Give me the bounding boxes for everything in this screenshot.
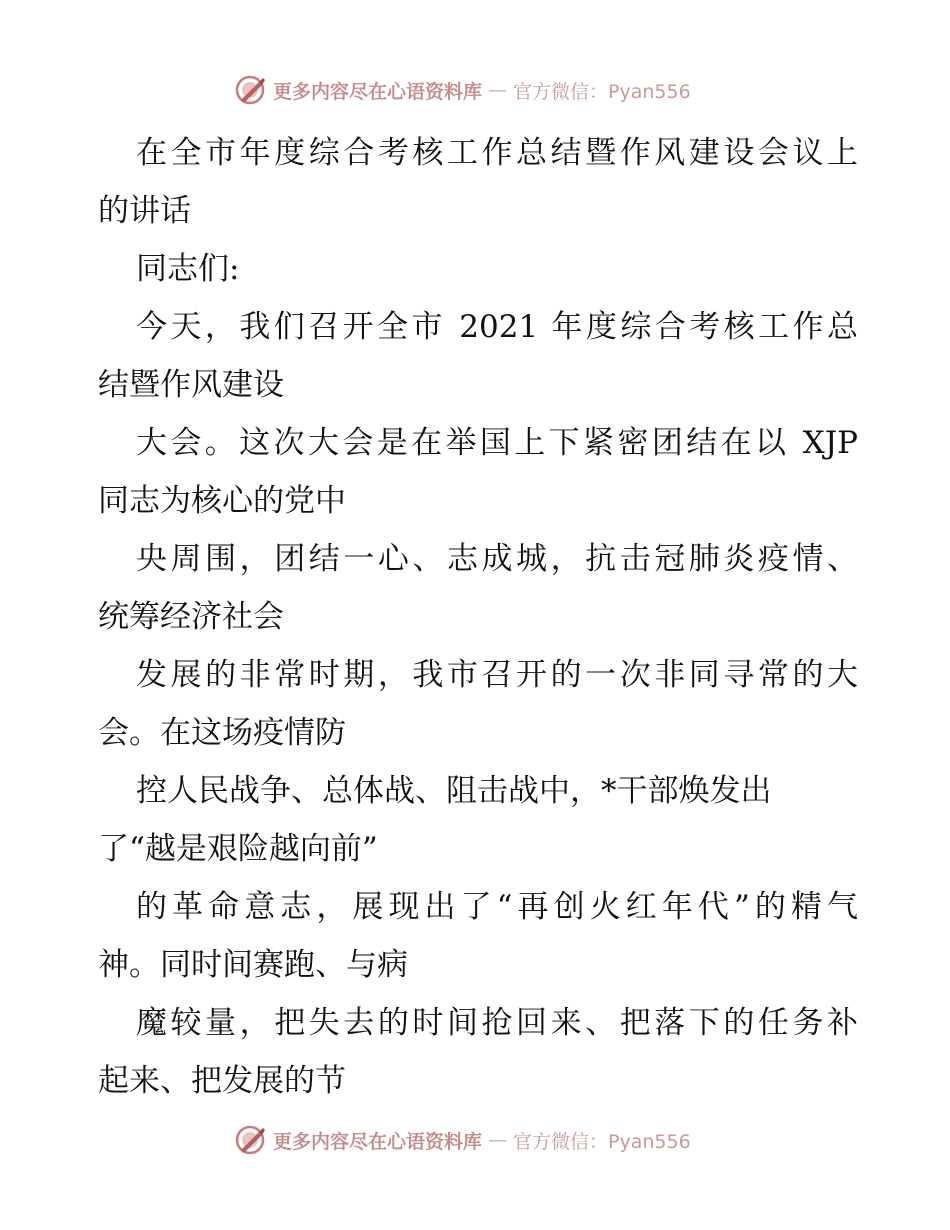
pen-logo-icon [235, 74, 267, 106]
text-line: 神。同时间赛跑、与病 [98, 947, 408, 983]
text-line: 今天，我们召开全市 2021 年度综合考核工作总 [136, 309, 858, 345]
text-line: 大会。这次大会是在举国上下紧密团结在以 XJP [136, 425, 858, 461]
text-line: 魔较量，把失去的时间抢回来、把落下的任务补 [136, 1005, 858, 1041]
watermark-separator: — [488, 79, 508, 101]
salutation-line: 同志们: [136, 251, 240, 287]
text-line: 发展的非常时期，我市召开的一次非同寻常的大 [136, 657, 858, 693]
watermark-main-text: 更多内容尽在心语资料库 [273, 1130, 483, 1153]
watermark-separator: — [488, 1129, 508, 1151]
watermark-footer [235, 1120, 691, 1160]
watermark-official-text: 官方微信：Pyan556 [513, 1130, 691, 1153]
text-line: 结暨作风建设 [98, 367, 284, 403]
text-line: 控人民战争、总体战、阻击战中，*干部焕发出 [136, 773, 772, 809]
text-line: 了“越是艰险越向前” [98, 831, 378, 867]
text-line: 央周围，团结一心、志成城，抗击冠肺炎疫情、 [136, 541, 858, 577]
text-line: 同志为核心的党中 [98, 483, 346, 519]
watermark-header [235, 70, 691, 110]
title-line-1: 在全市年度综合考核工作总结暨作风建设会议上 [136, 135, 858, 171]
pen-logo-icon [235, 1124, 267, 1156]
title-line-2: 的讲话 [98, 193, 191, 229]
watermark-main-text: 更多内容尽在心语资料库 [273, 80, 483, 103]
text-line: 会。在这场疫情防 [98, 715, 346, 751]
text-line: 统筹经济社会 [98, 599, 284, 635]
watermark-official-text: 官方微信：Pyan556 [513, 80, 691, 103]
text-line: 的革命意志，展现出了“再创火红年代”的精气 [136, 889, 858, 925]
text-line: 起来、把发展的节 [98, 1063, 346, 1099]
document-body [98, 124, 858, 1110]
